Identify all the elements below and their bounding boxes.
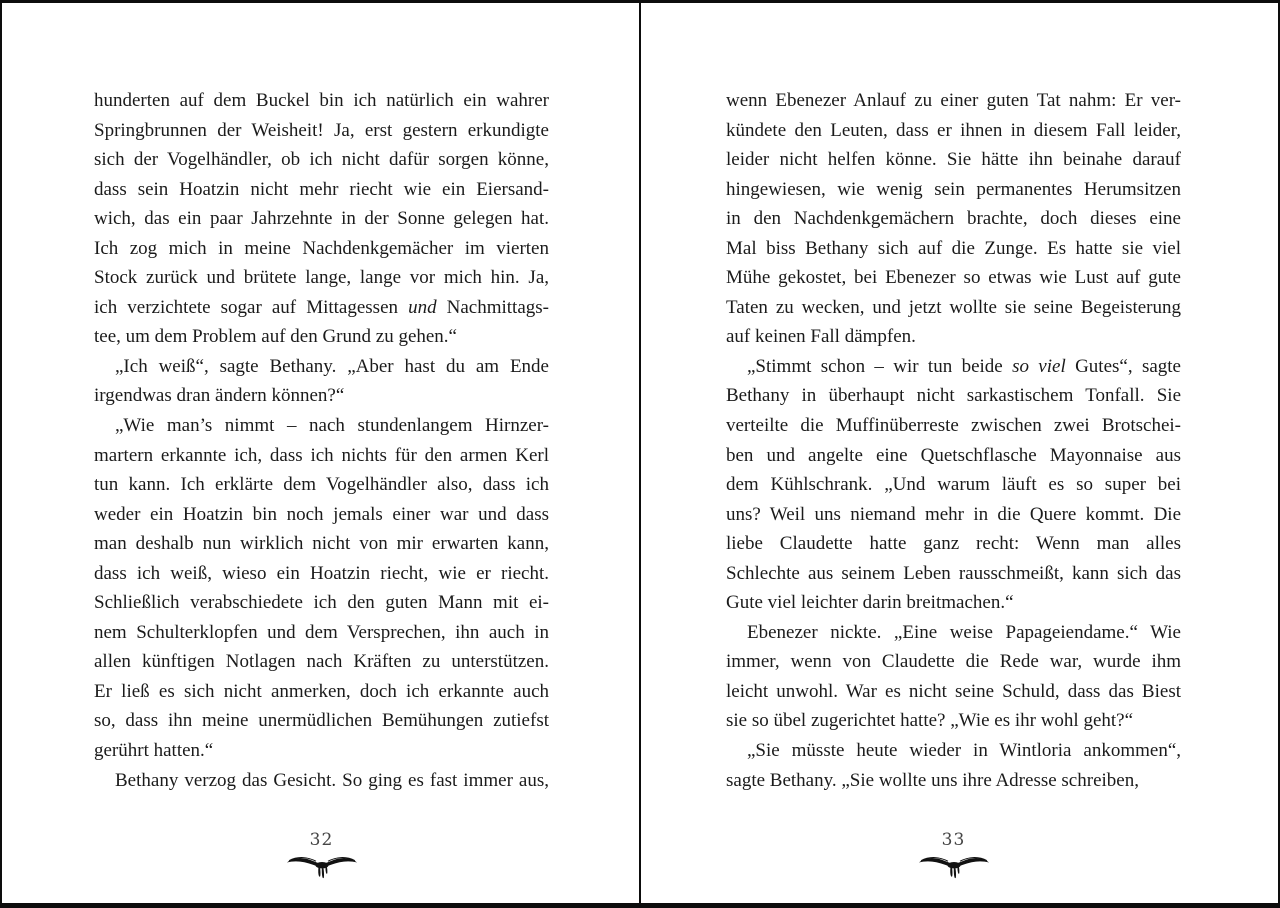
text-segment: ich verzichtete sogar auf Mittagessen <box>94 296 409 318</box>
text-line <box>94 588 549 618</box>
text-line <box>726 175 1181 205</box>
book-page-right <box>641 3 1278 903</box>
text-segment: gerührt hatten.“ <box>94 740 214 762</box>
text-line <box>726 263 1181 293</box>
text-line <box>726 706 1181 736</box>
text-segment: weder ein Hoatzin bin noch jemals einer war und dass <box>94 503 549 525</box>
text-line <box>94 500 549 530</box>
page-text-block <box>94 86 549 795</box>
text-segment: uns? Weil uns niemand mehr in die Quere kommt. Die <box>726 503 1181 525</box>
text-segment: Er ließ es sich nicht anmerken, doch ich erkannte auch <box>94 680 549 702</box>
text-line <box>94 175 549 205</box>
bird-ink-drip-ornament-icon <box>917 852 991 879</box>
page-number: 33 <box>941 830 966 850</box>
text-line <box>726 381 1181 411</box>
text-segment: dass sein Hoatzin nicht mehr riecht wie ein Eiersand- <box>94 178 549 200</box>
text-segment: „Sie müsste heute wieder in Wintloria ankommen“, <box>747 740 1181 762</box>
text-segment: dass ich weiß, wieso ein Hoatzin riecht, wie er riecht. <box>94 562 549 584</box>
text-segment: irgendwas dran ändern können?“ <box>94 385 345 407</box>
text-segment: „Wie man’s nimmt – nach stundenlangem Hirnzer- <box>115 415 549 437</box>
text-line <box>94 86 549 116</box>
text-line <box>726 766 1181 796</box>
text-segment: Schließlich verabschiedete ich den guten Mann mit ei- <box>94 592 549 614</box>
text-segment: leicht unwohl. War es nicht seine Schuld, dass das Biest <box>726 680 1181 702</box>
page-number: 32 <box>309 830 334 850</box>
text-segment: „Ich weiß“, sagte Bethany. „Aber hast du am Ende <box>115 355 549 377</box>
text-segment: sie so übel zugerichtet hatte? „Wie es ihr wohl geht?“ <box>726 710 1134 732</box>
text-line <box>726 647 1181 677</box>
page-footer <box>726 829 1181 879</box>
text-line <box>726 559 1181 589</box>
text-segment: Taten zu wecken, und jetzt wollte sie seine Begeisterung <box>726 296 1181 318</box>
text-segment: wich, das ein paar Jahrzehnte in der Sonne gelegen hat. <box>94 208 549 230</box>
text-segment: sich der Vogelhändler, ob ich nicht dafür sorgen könne, <box>94 149 549 171</box>
text-segment: hunderten auf dem Buckel bin ich natürlich ein wahrer <box>94 90 549 111</box>
text-line <box>726 116 1181 146</box>
text-line <box>94 263 549 293</box>
bird-ink-drip-ornament-icon <box>285 852 359 879</box>
text-segment: tun kann. Ich erklärte dem Vogelhändler also, dass ich <box>94 474 549 496</box>
text-segment: Stock zurück und brütete lange, lange vor mich hin. Ja, <box>94 267 549 289</box>
text-line <box>726 322 1181 352</box>
text-line <box>94 618 549 648</box>
text-line <box>94 234 549 264</box>
text-segment: Ebenezer nickte. „Eine weise Papageiendame.“ Wie <box>747 621 1181 643</box>
text-segment: verteilte die Muffinüberreste zwischen zwei Brotschei- <box>726 415 1181 437</box>
text-segment: dem Kühlschrank. „Und warum läuft es so super bei <box>726 474 1181 496</box>
text-line <box>726 293 1181 323</box>
text-line <box>94 677 549 707</box>
text-line <box>94 647 549 677</box>
text-line <box>94 706 549 736</box>
text-segment: Bethany in überhaupt nicht sarkastischem Tonfall. Sie <box>726 385 1181 407</box>
text-line <box>94 736 549 766</box>
text-line <box>726 736 1181 766</box>
text-line <box>94 529 549 559</box>
page-text-block <box>726 86 1181 795</box>
text-segment: Mühe gekostet, bei Ebenezer so etwas wie Lust auf gute <box>726 267 1181 289</box>
text-segment: Bethany verzog das Gesicht. So ging es fast immer aus, <box>115 769 549 791</box>
text-line <box>94 116 549 146</box>
text-segment: Springbrunnen der Weisheit! Ja, erst gestern erkundigte <box>94 119 549 141</box>
text-segment: nem Schulterklopfen und dem Versprechen, ihn auch in <box>94 621 549 643</box>
text-line <box>94 204 549 234</box>
text-line <box>94 766 549 796</box>
text-segment: liebe Claudette hatte ganz recht: Wenn man alles <box>726 533 1181 555</box>
text-line <box>726 441 1181 471</box>
page-footer <box>94 829 549 879</box>
text-segment: immer, wenn von Claudette die Rede war, wurde ihm <box>726 651 1181 673</box>
book-page-left <box>2 3 641 903</box>
text-line <box>726 470 1181 500</box>
text-line <box>726 411 1181 441</box>
text-line <box>726 145 1181 175</box>
text-segment: so viel <box>1012 355 1066 377</box>
text-line <box>726 618 1181 648</box>
text-line <box>94 441 549 471</box>
text-segment: kündete den Leuten, dass er ihnen in diesem Fall leider, <box>726 119 1181 141</box>
text-segment: in den Nachdenkgemächern brachte, doch dieses eine <box>726 208 1181 230</box>
text-segment: wenn Ebenezer Anlauf zu einer guten Tat nahm: Er ver- <box>726 90 1181 111</box>
text-segment: Mal biss Bethany sich auf die Zunge. Es hatte sie viel <box>726 237 1181 259</box>
text-segment: hingewiesen, wie wenig sein permanentes Herumsitzen <box>726 178 1181 200</box>
text-line <box>94 559 549 589</box>
text-line <box>94 381 549 411</box>
text-line <box>94 470 549 500</box>
text-segment: Schlechte aus seinem Leben rausschmeißt, kann sich das <box>726 562 1181 584</box>
text-segment: sagte Bethany. „Sie wollte uns ihre Adresse schreiben, <box>726 769 1139 791</box>
text-segment: allen künftigen Notlagen nach Kräften zu unterstützen. <box>94 651 549 673</box>
text-line <box>94 145 549 175</box>
text-segment: man deshalb nun wirklich nicht von mir erwarten kann, <box>94 533 549 555</box>
text-line <box>94 411 549 441</box>
text-line <box>726 500 1181 530</box>
text-segment: Gutes“, sagte <box>1065 355 1181 377</box>
text-segment: „Stimmt schon – wir tun beide <box>747 355 1013 377</box>
text-line <box>726 588 1181 618</box>
text-segment: leider nicht helfen könne. Sie hätte ihn beinahe darauf <box>726 149 1181 171</box>
text-segment: ben und angelte eine Quetschflasche Mayonnaise aus <box>726 444 1181 466</box>
text-line <box>726 204 1181 234</box>
text-segment: Nachmittags- <box>436 296 549 318</box>
text-segment: so, dass ihn meine unermüdlichen Bemühungen zutiefst <box>94 710 549 732</box>
text-line <box>94 322 549 352</box>
text-segment: tee, um dem Problem auf den Grund zu gehen.“ <box>94 326 457 348</box>
text-line <box>726 529 1181 559</box>
text-segment: martern erkannte ich, dass ich nichts für den armen Kerl <box>94 444 549 466</box>
text-segment: auf keinen Fall dämpfen. <box>726 326 916 348</box>
text-segment: und <box>408 296 437 318</box>
text-line <box>94 352 549 382</box>
text-line <box>726 352 1181 382</box>
text-line <box>726 86 1181 116</box>
text-line <box>726 234 1181 264</box>
text-line <box>94 293 549 323</box>
text-line <box>726 677 1181 707</box>
text-segment: Ich zog mich in meine Nachdenkgemächer im vierten <box>94 237 549 259</box>
text-segment: Gute viel leichter darin breitmachen.“ <box>726 592 1014 614</box>
